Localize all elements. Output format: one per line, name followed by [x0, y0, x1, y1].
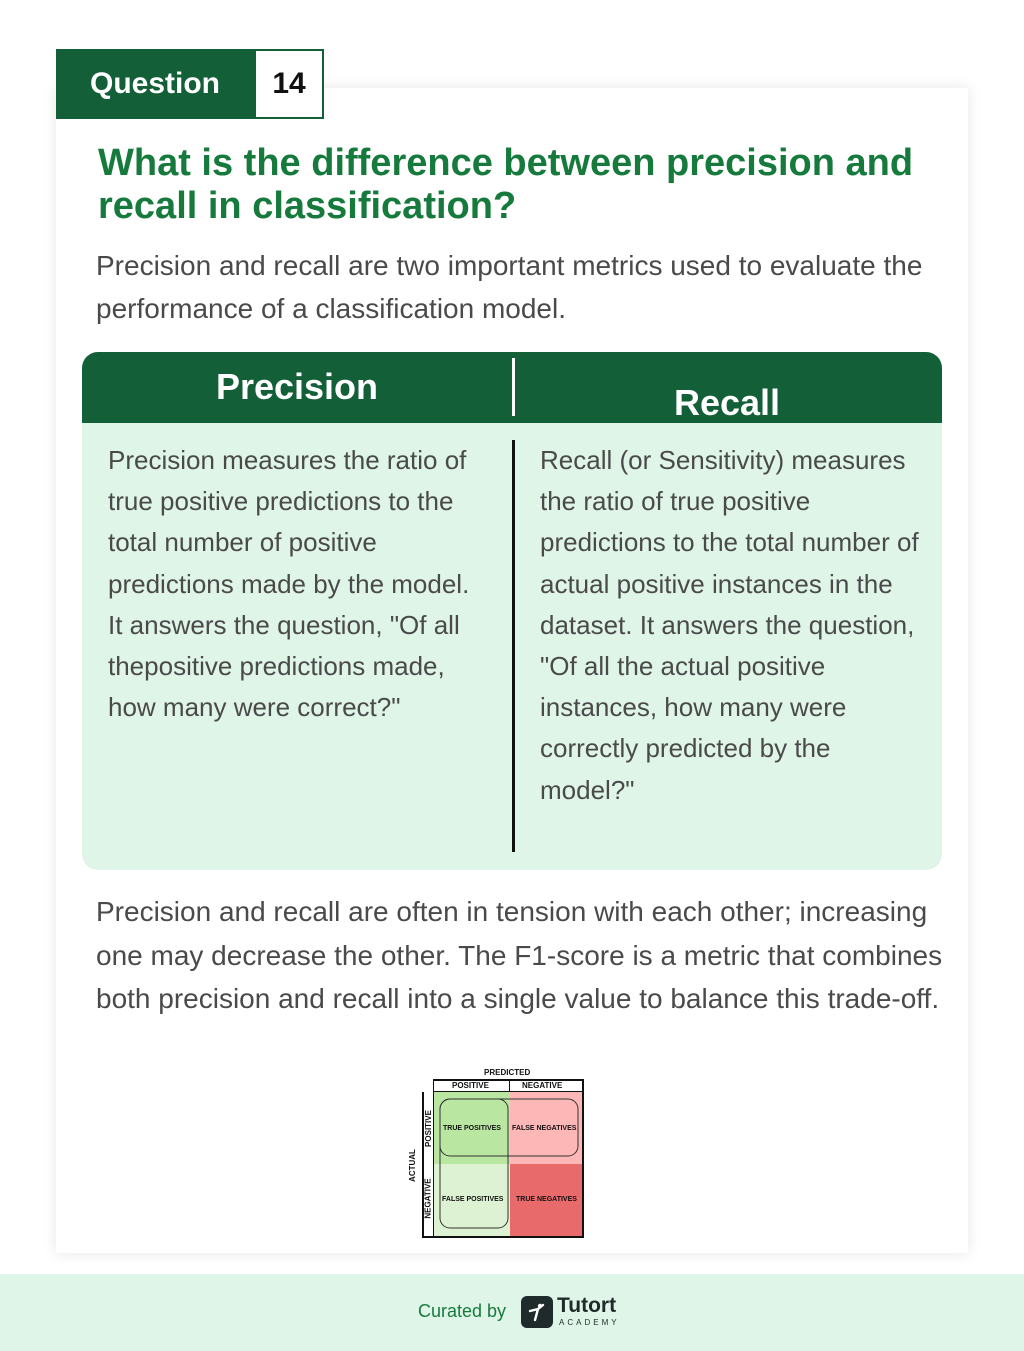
question-label: Question: [56, 49, 254, 119]
matrix-bottom-line: [422, 1236, 584, 1238]
intro-paragraph: Precision and recall are two important metrics used to evaluate the performance of a classification model.: [96, 250, 923, 324]
col-positive-label: POSITIVE: [452, 1081, 489, 1090]
brand-name: Tutort: [557, 1294, 617, 1317]
tutort-logo-icon: [521, 1296, 553, 1328]
curated-by-text: Curated by: [418, 1301, 507, 1321]
recall-heading: Recall: [673, 382, 781, 423]
brand-subtitle: ACADEMY: [559, 1318, 620, 1327]
false-negatives-label: FALSE NEGATIVES: [512, 1125, 577, 1132]
predicted-label: PREDICTED: [484, 1068, 531, 1077]
true-positives-label: TRUE POSITIVES: [443, 1125, 501, 1132]
precision-description: Precision measures the ratio of true positive predictions to the total number of positive predictions made by the model. It answers the question, "Of all thepositive predictions made, how many were correct?": [108, 445, 470, 723]
matrix-col-split: [509, 1079, 510, 1092]
confusion-matrix: [408, 1066, 588, 1241]
precision-heading: Precision: [215, 366, 379, 407]
recall-description: Recall (or Sensitivity) measures the ratio of true positive predictions to the total number of actual positive instances in the dataset. It answers the question, "Of all the actual positive instances, how many were correctly predicted by the model?": [540, 445, 919, 805]
question-number: 14: [254, 49, 324, 119]
confusion-matrix-graphic: [408, 1066, 588, 1241]
question-badge: [56, 49, 324, 119]
outro-paragraph: Precision and recall are often in tension with each other; increasing one may decrease the other. The F1-score is a metric that combines both precision and recall into a single value to balance this trade-off.: [96, 896, 943, 1014]
footer: [0, 1274, 1024, 1351]
column-divider: [512, 440, 515, 852]
actual-label: ACTUAL: [407, 1149, 417, 1182]
false-positives-label: FALSE POSITIVES: [442, 1196, 504, 1203]
matrix-right-line: [582, 1079, 584, 1237]
row-negative-label: NEGATIVE: [423, 1178, 433, 1219]
matrix-row-header-line: [433, 1079, 434, 1237]
row-positive-label: POSITIVE: [423, 1110, 433, 1147]
header-divider: [512, 358, 515, 416]
question-title: What is the difference between precision and recall in classification?: [98, 142, 914, 227]
comparison-panel: [82, 352, 942, 870]
col-negative-label: NEGATIVE: [522, 1081, 563, 1090]
true-negatives-label: TRUE NEGATIVES: [516, 1196, 577, 1203]
